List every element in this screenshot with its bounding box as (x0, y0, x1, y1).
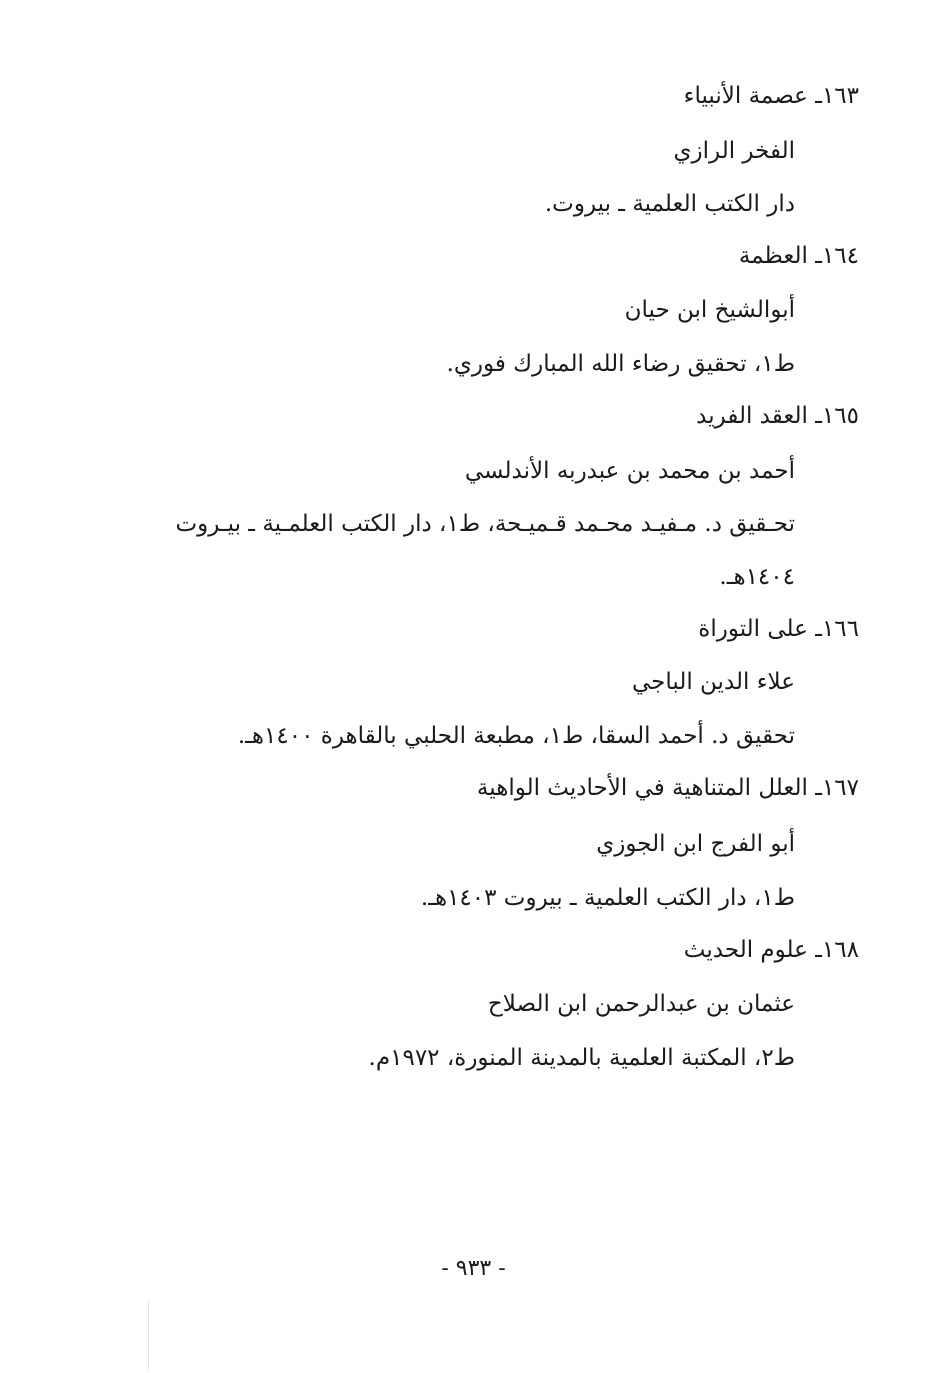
entry-number: ١٦٦ـ (815, 616, 859, 642)
entry-number: ١٦٥ـ (815, 403, 859, 429)
entry-number: ١٦٨ـ (815, 937, 859, 963)
entry-title-line (684, 934, 859, 966)
entry-details: ط١، تحقيق رضاء الله المبارك فوري. (446, 351, 795, 377)
entry-title: علوم الحديث (683, 937, 808, 963)
entry-details: ط١، دار الكتب العلمية ـ بيروت ١٤٠٣هـ. (420, 885, 795, 911)
entry-title-line (696, 400, 859, 432)
entry-author: عثمان بن عبدالرحمن ابن الصلاح (487, 991, 795, 1017)
entry-author: أبو الفرج ابن الجوزي (596, 831, 795, 857)
entry-author: أحمد بن محمد بن عبدربه الأندلسي (464, 458, 795, 484)
entry-details: ط٢، المكتبة العلمية بالمدينة المنورة، ١٩٧٢م. (368, 1045, 795, 1071)
page-number: - ٩٣٣ - (441, 1256, 506, 1281)
scan-edge-mark (148, 1300, 149, 1370)
entry-details: تحقيق د. أحمد السقا، ط١، مطبعة الحلبي بالقاهرة ١٤٠٠هـ. (237, 723, 795, 749)
entry-title: عصمة الأنبياء (683, 83, 808, 109)
entry-title: العلل المتناهية في الأحاديث الواهية (476, 775, 808, 801)
entry-details: تحـقيق د. مـفيـد محـمد قـميـحة، ط١، دار الكتب العلمـية ـ بيـروت (175, 511, 795, 537)
entry-title-line (739, 240, 859, 272)
entry-details: دار الكتب العلمية ـ بيروت. (544, 191, 795, 217)
entry-title-line (698, 613, 859, 645)
entry-author: أبوالشيخ ابن حيان (624, 297, 795, 323)
entry-title: على التوراة (698, 616, 808, 642)
entry-number: ١٦٣ـ (815, 83, 859, 109)
entry-author: الفخر الرازي (673, 138, 795, 164)
entry-number: ١٦٤ـ (815, 243, 859, 269)
entry-title: العقد الفريد (696, 403, 808, 429)
entry-number: ١٦٧ـ (815, 775, 859, 801)
entry-author: علاء الدين الباجي (632, 669, 795, 695)
entry-title-line (477, 772, 859, 804)
entry-title-line (684, 80, 859, 112)
entry-details-continued: ١٤٠٤هـ. (719, 564, 795, 590)
entry-title: العظمة (738, 243, 808, 269)
